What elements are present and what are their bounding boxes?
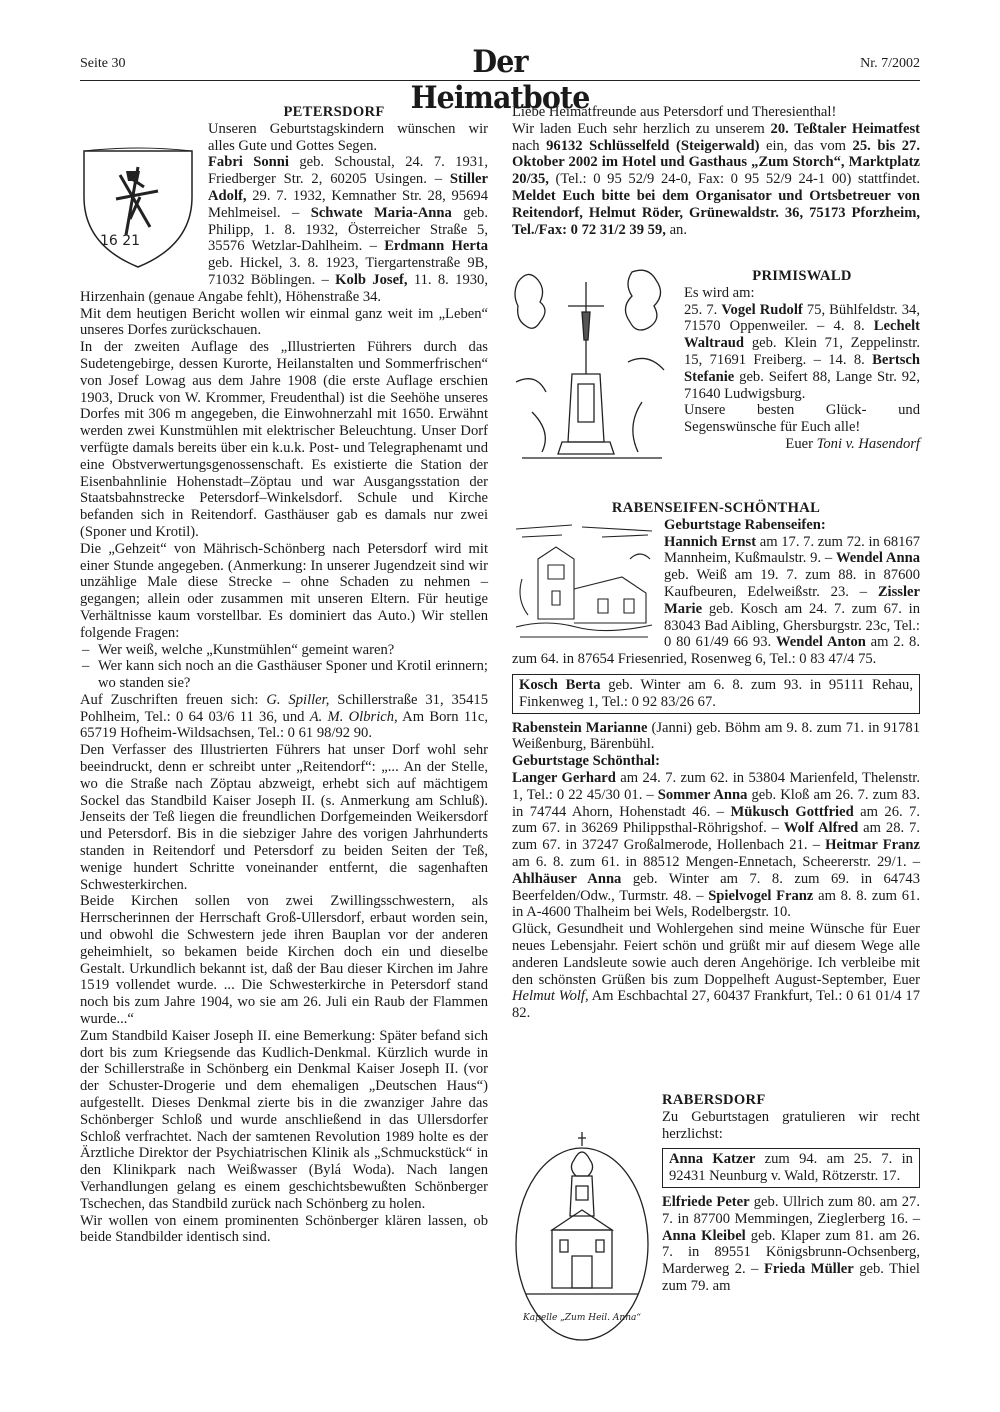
text: ein, das vom (759, 137, 853, 154)
name: Wolf Alfred (783, 820, 859, 837)
text: am 26. 7. zum 67. in 36269 Philippsthal-Röhrigshof. – (512, 803, 921, 837)
question-list (80, 642, 488, 692)
paragraph: Die „Gehzeit“ von Mährisch-Schönberg nach Petersdorf wird mit einer Stunde angegeben. (Anmerkung: In unserer Jugendzeit sind wir unzählige Male diese Strecke – ohne Schaden zu nehmen – gegangen; allein oder zusammen mit unseren Eltern. Für heutige Verhältnisse kaum vorstellbar. Es dominiert das Auto.) Wir stellen folgende Fragen: (80, 540, 488, 641)
text: geb. Klaper zum 81. am 26. 7. in 89551 Königsbrunn-Ochsenberg, Marderweg 2. – (662, 1227, 920, 1278)
name: Schwate Maria-Anna (310, 204, 452, 221)
invite-block (512, 104, 920, 238)
name: Hannich Ernst (664, 533, 757, 550)
paragraph: Wir wollen von einem prominenten Schönberger klären lassen, ob beide Standbilder identisch sind. (80, 1212, 488, 1246)
crucifix-icon (512, 262, 672, 470)
name: Bertsch Stefanie (684, 351, 920, 385)
text: Am Born 11c, 65719 Hofheim-Wildsachsen, Tel.: 0 61 98/92 90. (80, 708, 488, 742)
name: Langer Gerhard (512, 769, 616, 786)
name: Ahlhäuser Anna (512, 870, 622, 887)
question-item: – Wer kann sich noch an die Gasthäuser Sponer und Krotil erinnern; wo standen sie? (94, 658, 488, 692)
subheading: Geburtstage Rabenseifen: (664, 516, 826, 533)
text: Wir laden Euch sehr herzlich zu unserem (512, 120, 771, 137)
chapel-caption: Kapelle „Zum Heil. Anna“ (523, 1313, 641, 1323)
text: 29. 7. 1932, Kemnather Str. 28, 95694 Mehlmeisel. – (208, 187, 488, 221)
name: Anna Kleibel (662, 1227, 746, 1244)
invite-salutation: Liebe Heimatfreunde aus Petersdorf und Theresienthal! (512, 104, 837, 120)
text: 11. 8. 1930, Hirzenhain (genaue Angabe fehlt), Höhenstraße 34. (80, 271, 488, 305)
text: 96132 Schlüsselfeld (Steigerwald) (546, 137, 760, 154)
name: Wendel Anton (775, 634, 866, 651)
primiswald-wishes: Unsere besten Glück- und Segenswünsche für Euch alle! (684, 402, 920, 436)
text: Glück, Gesundheit und Wohlergehen sind meine Wünsche für Euer neues Lebensjahr. Feiert schön und grüßt mir auf diesem Wege alle anderen Landsleute sowie auch deren Angehörige. Ich verbleibe mit den schönsten Grüßen bis zum Doppelheft August-September, Euer (512, 921, 920, 988)
rabenseifen-block (512, 500, 920, 1022)
name: G. Spiller, (266, 691, 330, 708)
page-number: Seite 30 (80, 56, 126, 71)
name: Elfriede Peter (662, 1193, 750, 1210)
text: geb. Kloß am 26. 7. zum 83. in 74744 Ahorn, Hohenstadt 46. – (512, 786, 920, 820)
name: Wendel Anna (835, 550, 920, 567)
text: Meldet Euch bitte bei dem Organisator und Ortsbetreuer von Reitendorf, Helmut Röder, Grünewaldstr. 36, 75173 Pforzheim, Tel./Fax: 0 72 31/2 39 59, (512, 187, 920, 238)
rabersdorf-block (662, 1092, 920, 1295)
name: Fabri Sonni (208, 154, 289, 171)
name: Rabenstein Marianne (512, 719, 648, 736)
left-column (80, 104, 488, 1246)
text: geb. Schoustal, 24. 7. 1931, Friedberger Str. 2, 60205 Usingen. – (208, 154, 488, 188)
text: geb. Philipp, 1. 8. 1932, Österreicher Straße 5, 35576 Wetzlar-Dahlheim. – (208, 204, 488, 255)
primiswald-birthdays (684, 302, 920, 403)
crest-year: 16 21 (100, 232, 141, 249)
rabersdorf-birthdays (662, 1194, 920, 1295)
paragraph-contacts (80, 692, 488, 742)
name: Frieda Müller (763, 1261, 854, 1278)
text: nach (512, 137, 547, 154)
schoenthal-birthdays (512, 753, 920, 921)
text: geb. Kosch am 24. 7. zum 67. in 83043 Bad Aibling, Ghersburgstr. 23c, Tel.: 0 80 61/49 66 93. (664, 600, 920, 651)
section-title-primiswald: PRIMISWALD (752, 268, 852, 284)
masthead-title: Der Heimatbote (410, 44, 590, 116)
text: geb. Weiß am 19. 7. zum 88. in 87600 Kaufbeuren, Edelweißstr. 23. – (664, 567, 920, 600)
name: Kolb Josef, (335, 271, 408, 288)
section-title-petersdorf: PETERSDORF (283, 104, 385, 120)
name: Sommer Anna (657, 786, 748, 803)
paragraph: In der zweiten Auflage des „Illustrierten Führers durch das Sudetengebirge, dessen Kurorte, Heilanstalten und Sommerfrischen“ von Josef Lowag aus dem Jahre 1908 (die erste Auflage erschien 1903, Druck von W. Krommer, Freudenthal) ist die Seehöhe unseres Dorfes mit 306 m angegeben, die Einwohnerzahl mit 1650. Erwähnt werden zwei Kunstmühlen mit elektrischer Beleuchtung. Unser Dorf verfügte damals bereits über ein k.u.k. Post- und Telegraphenamt und eine Obstverwertungsgenossenschaft. Es existierte die Station der Eisenbahnlinie Hohenstadt–Zöptau und war Ausgangsstation der Staatsbahnstrecke Petersdorf–Winkelsdorf. Schule und Kirche befanden sich in Reitendorf. Gasthäuser gab es damals nur zwei (Sponer und Krotil). (80, 339, 488, 540)
highlight-box (512, 674, 920, 714)
text: Am Eschbachtal 27, 60437 Frankfurt, Tel.: 0 61 01/4 17 82. (512, 988, 920, 1022)
text: am 8. 8. zum 61. in A-4600 Thalheim bei Wels, Rodelbergstr. 10. (512, 887, 920, 921)
paragraph: Beide Kirchen sollen von zwei Zwillingsschwestern, als Herrscherinnen der Herrschaft Groß-Ullersdorf, erbaut worden sein, und obwohl die Schwestern jede ihren Bauplan vor der anderen geheimhielt, so bekamen beide Kirchen doch ein und dieselbe Gestalt. Urkundlich bekannt ist, daß der Bau dieser Kirchen im Jahre 1519 vollendet wurde. ... Die Schwesterkirche in Petersdorf stand noch bis zum Jahre 1904, wo sie am 26. Juli ein Raub der Flammen wurde...“ (80, 893, 488, 1028)
section-title-rabenseifen: RABENSEIFEN-SCHÖNTHAL (611, 500, 821, 516)
paragraph: Den Verfasser des Illustrierten Führers hat unser Dorf wohl sehr beeindruckt, denn er schreibt unter „Reitendorf“: „... An der Stelle, wo die Straße nach Zöptau abzweigt, erhebt sich auf mächtigem Sockel das Standbild Kaiser Joseph II. (s. Anmerkung am Schluß). Jenseits der Teß liegen die freundlichen Dorfgemeinden Weikersdorf und Petersdorf. Bis in die siebziger Jahre des vorigen Jahrhunderts standen in Reitendorf und Petersdorf zu beiden Seiten der Teß, wenige hundert Schritte voneinander entfernt, die sagenhaften Schwesterkirchen. (80, 742, 488, 893)
name: Heitmar Franz (825, 837, 920, 854)
question-item: – Wer weiß, welche „Kunstmühlen“ gemeint waren? (94, 642, 488, 659)
church-sketch-icon (512, 519, 656, 645)
primiswald-block (684, 268, 920, 453)
petersdorf-greeting: Unseren Geburtstagskindern wünschen wir alles Gute und Gottes Segen. (208, 120, 488, 154)
crucifix-image (512, 262, 672, 470)
rabenseifen-greeting (512, 921, 920, 1022)
paragraph: Zum Standbild Kaiser Joseph II. eine Bemerkung: Später befand sich dort bis zum Kriegsende das Kudlich-Denkmal. Kürzlich wurde in der Schillerstraße in Schönberg ein Denkmal Kaiser Joseph II. (vor der Schuster-Drogerie und dem ehemaligen „Deutschen Haus“) aufgestellt. Dieses Denkmal zierte bis in die zwanziger Jahre das Schönberger Schloß und wurde anschließend in das Ullersdorfer Schloß verfrachtet. Nach der samtenen Revolution 1989 holte es der Ärztliche Direktor der Psychiatrischen Klinik als „Schmuckstück“ in den Klinikpark nach Weißwasser (Bylá Woda). Nach langen Verhandlungen gelang es einem geschichtsbewußten Schönberger Tschechen, das Standbild zurück nach Schönberg zu holen. (80, 1027, 488, 1212)
name: Vogel Rudolf (721, 301, 803, 318)
text: am 17. 7. zum 72. in 68167 Mannheim, Kußmaulstr. 9. – (664, 533, 921, 567)
village-church-image (512, 519, 658, 647)
text: 25. bis 27. Oktober 2002 im Hotel und Gasthaus „Zum Storch“, Marktplatz 20/35, (512, 137, 920, 188)
name: Anna Katzer (669, 1151, 756, 1168)
rabenseifen-extra (512, 720, 920, 754)
text: am 6. 8. zum 61. in 88512 Mengen-Ennetach, Scheererstr. 29/1. – (512, 853, 920, 870)
name: Spielvogel Franz (708, 887, 814, 904)
text: 25. 7. (684, 301, 722, 318)
subheading: Geburtstage Schönthal: (512, 753, 660, 770)
invite-text (512, 121, 920, 239)
text: (Tel.: 0 95 52/9 24-0, Fax: 0 95 52/9 24-1 00) stattfindet. (548, 171, 920, 188)
text: zum 94. am 25. 7. in 92431 Neunburg v. Wald, Rötzerstr. 17. (669, 1151, 913, 1185)
highlight-box (662, 1148, 920, 1188)
text: (Janni) geb. Böhm am 9. 8. zum 71. in 91781 Weißenburg, Bärenbühl. (512, 719, 920, 753)
primiswald-signature (684, 436, 920, 453)
text: an. (665, 221, 687, 238)
primiswald-intro: Es wird am: (684, 284, 755, 301)
text: geb. Winter am 6. 8. zum 93. in 95111 Rehau, Finkenweg 1, Tel.: 0 92 83/26 67. (519, 676, 913, 710)
text: geb. Hickel, 3. 8. 1923, Tiergartenstraße 9B, 71032 Böblingen. – (208, 255, 488, 288)
name: Stiller Adolf, (208, 171, 488, 204)
section-title-rabersdorf: RABERSDORF (662, 1092, 766, 1108)
name: Zissler Marie (664, 583, 920, 617)
text: geb. Seifert 88, Lange Str. 92, 71640 Ludwigsburg. (684, 368, 920, 402)
name: Lechelt Waltraud (684, 318, 920, 352)
header-rule (80, 80, 920, 81)
issue-number: Nr. 7/2002 (860, 56, 920, 71)
name: Mükusch Gottfried (730, 803, 854, 820)
name: Helmut Wolf, (512, 988, 589, 1005)
text: 20. Teßtaler Heimatfest (770, 120, 920, 137)
chapel-icon (512, 1120, 652, 1342)
name: Toni v. Hasendorf (816, 435, 920, 452)
name: Erdmann Herta (384, 238, 488, 255)
name: Kosch Berta (519, 676, 601, 693)
text: Auf Zuschriften freuen sich: (80, 691, 267, 708)
text: Schillerstraße 31, 35415 Pohlheim, Tel.: 0 64 03/6 11 36, und (80, 691, 488, 725)
text: geb. Ullrich zum 80. am 27. 7. in 87700 Memmingen, Zieglerberg 16. – (662, 1193, 920, 1227)
text: am 2. 8. zum 64. in 87654 Friesenried, Rosenweg 6, Tel.: 0 83 47/4 75. (512, 634, 920, 668)
paragraph: Mit dem heutigen Bericht wollen wir einmal ganz weit im „Leben“ unseres Dorfes zurückschauen. (80, 305, 488, 339)
text: am 28. 7. zum 67. in 37247 Großalmerode, Hollenbach 21. – (512, 820, 920, 854)
crest-image (80, 127, 202, 277)
name: A. M. Olbrich, (309, 708, 398, 725)
text: geb. Klein 71, Zeppelinstr. 15, 71691 Freiberg. – 14. 8. (684, 335, 920, 368)
text: 75, Bühlfeldstr. 34, 71570 Oppenweiler. – 4. 8. (684, 301, 921, 335)
text: Euer (785, 435, 817, 452)
text: geb. Thiel zum 79. am (662, 1261, 920, 1294)
chapel-image (512, 1120, 652, 1342)
coat-of-arms-icon (80, 127, 198, 273)
text: geb. Winter am 7. 8. zum 69. in 64743 Beerfelden/Odw., Turmstr. 48. – (512, 870, 920, 904)
rabersdorf-intro: Zu Geburtstagen gratulieren wir recht herzlichst: (662, 1108, 920, 1142)
text: am 24. 7. zum 62. in 53804 Marienfeld, Thelenstr. 1, Tel.: 0 22 45/30 01. – (512, 769, 920, 803)
